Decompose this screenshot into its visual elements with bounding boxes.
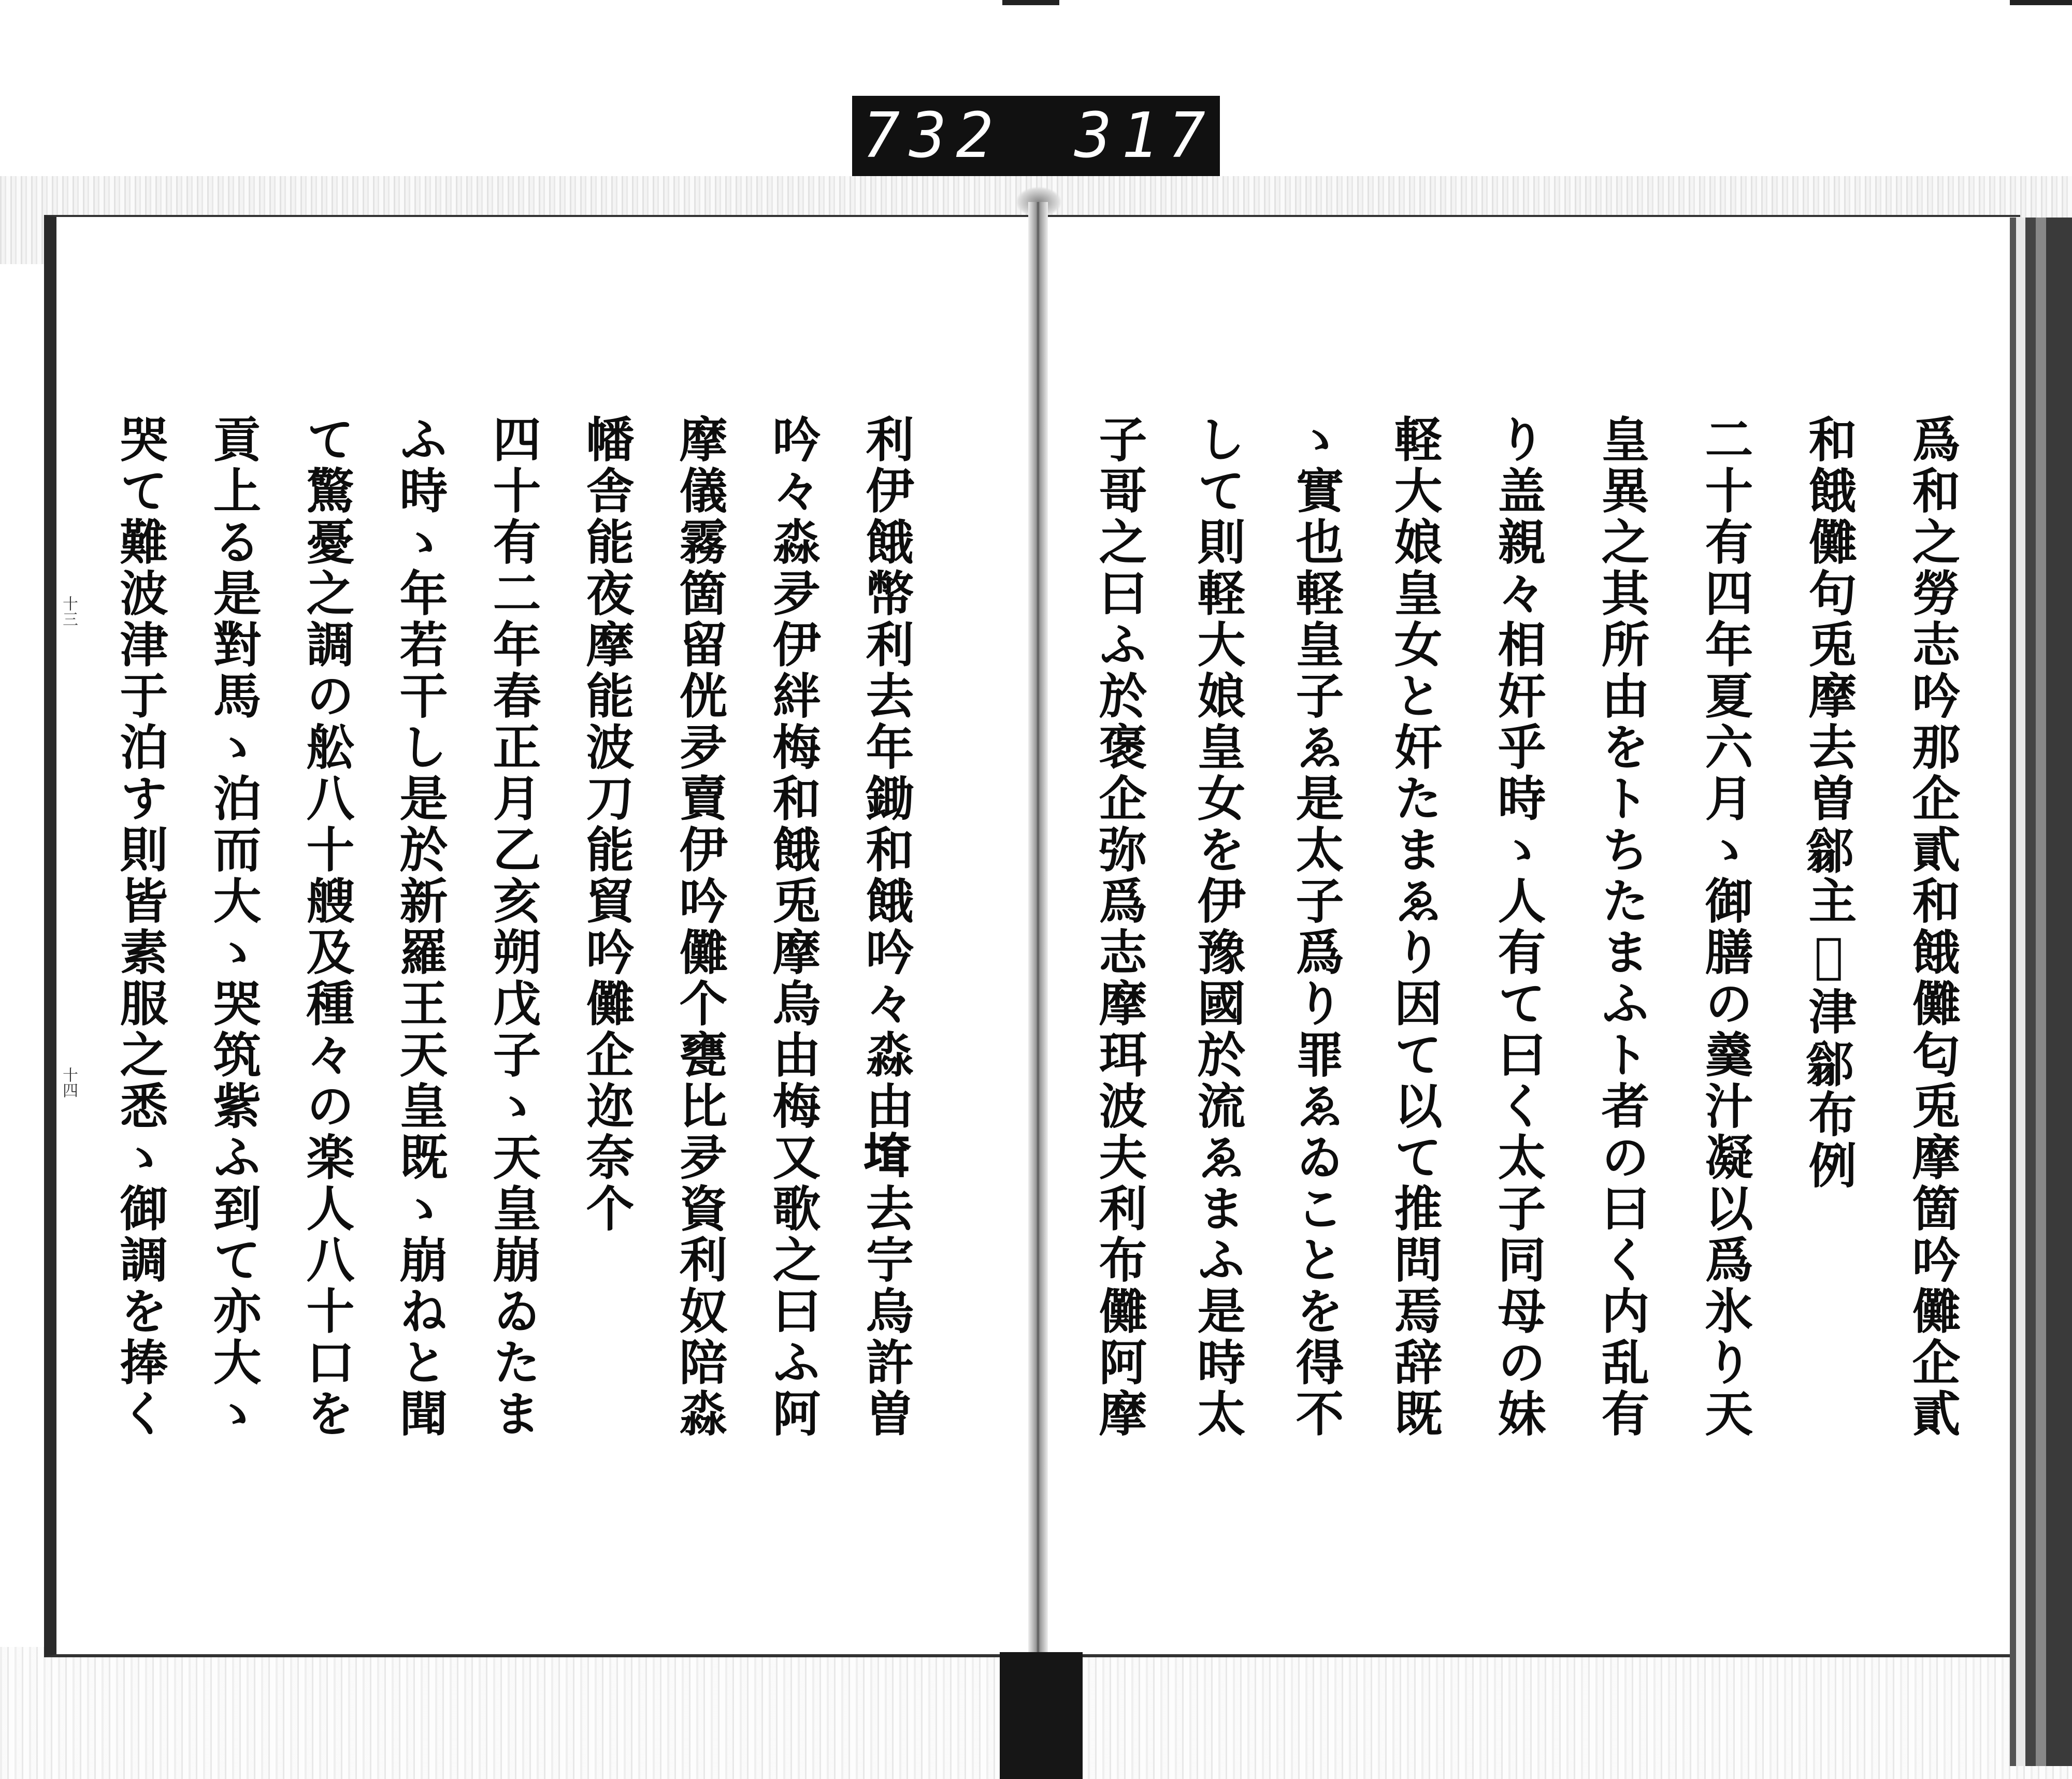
text-column: ふ時ゝ年若干し是於新羅王天皇既ゝ崩ねと聞 (392, 414, 448, 1440)
text-column: 和餓儺句兎摩去曽𨜺主𢀳津𨜺布例 (1801, 414, 1857, 1192)
folio-label (852, 96, 1220, 176)
gutter-shadow-block (1000, 1652, 1083, 1779)
text-column: 吟々淼夛伊絆梅和餓兎摩烏由梅又歌之曰ふ阿 (765, 414, 821, 1440)
folio-left-number: 732 (862, 100, 1003, 172)
margin-number: 十三 (60, 596, 78, 627)
margin-number: 十四 (60, 1067, 78, 1098)
text-column: 幡舎能夜摩能波刀能貿吟儺企迩奈个 (578, 414, 635, 1235)
book-gutter (1028, 202, 1048, 1779)
text-column: 利伊餓幣利去年鋤和餓吟々淼由𡍲去𡧃烏許曽 (858, 414, 914, 1440)
text-column: 皇異之其所由をトちたまふト者の曰く内乱有 (1593, 414, 1650, 1440)
text-column: ゝ實也軽皇子ゑ是太子爲り罪ゑゐことを得不 (1288, 414, 1344, 1440)
folio-right-number: 317 (1074, 100, 1215, 172)
text-column: 摩儀霧箇留侊夛賣伊吟儺个甕比夛資利奴陪淼 (671, 414, 728, 1440)
text-column: して則軽大娘皇女を伊豫國於流ゑまふ是時太 (1189, 414, 1246, 1440)
text-column: り盖親々相奸乎時ゝ人有て曰く太子同母の妹 (1490, 414, 1546, 1440)
page-stack-edge (2010, 218, 2072, 1766)
text-column: 四十有二年春正月乙亥朔戊子ゝ天皇崩ゐたま (485, 414, 541, 1440)
text-column: て驚憂之調の舩八十艘及種々の楽人八十口を (298, 414, 355, 1440)
text-column: 子哥之曰ふ於褒企弥爲志摩珥波夫利布儺阿摩 (1091, 414, 1147, 1440)
text-column: 二十有四年夏六月ゝ御膳の羹汁凝以爲氷り天 (1697, 414, 1753, 1440)
text-column: 哭て難波津于泊す則皆素服之悉ゝ御調を捧く (112, 414, 168, 1440)
text-column: 貢上る是對馬ゝ泊而大ゝ哭筑紫ふ到て亦大ゝ (205, 414, 262, 1440)
text-column: 軽大娘皇女と奸たまゑり因て以て推問焉辞既 (1386, 414, 1443, 1440)
text-column: 爲和之勞志吟那企貳和餓儺匂兎摩箇吟儺企貳 (1904, 414, 1961, 1440)
top-scan-mark (2010, 0, 2072, 5)
top-scan-mark (1002, 0, 1059, 5)
